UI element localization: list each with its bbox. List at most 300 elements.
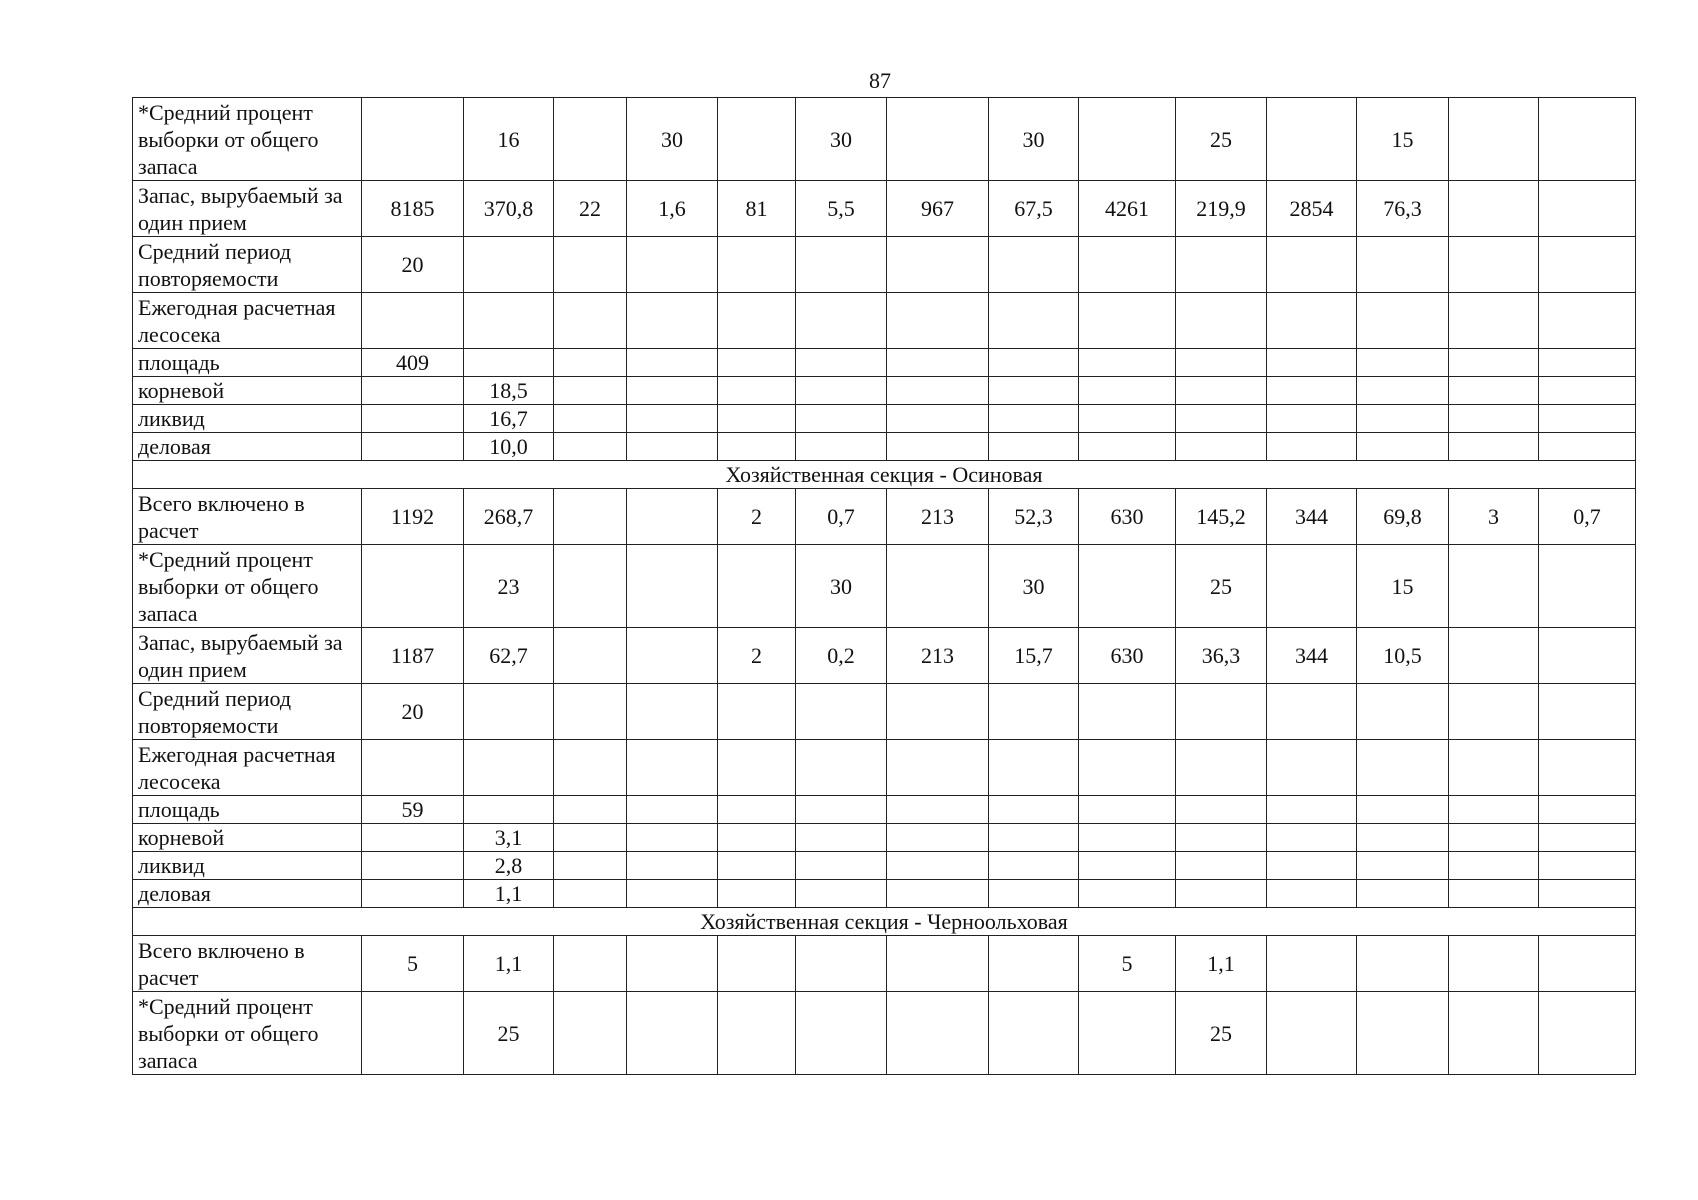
row-label: Ежегодная расчетная лесосека [133,740,362,796]
table-cell: 1,6 [627,181,718,237]
table-cell [1267,740,1357,796]
table-cell [887,936,989,992]
table-cell [989,405,1079,433]
table-cell [1539,237,1636,293]
table-cell [1079,824,1176,852]
table-cell [1449,628,1539,684]
table-cell [887,880,989,908]
table-cell [796,936,887,992]
table-cell: 16 [464,98,554,181]
table-cell [718,796,796,824]
table-cell: 344 [1267,489,1357,545]
table-cell: 3 [1449,489,1539,545]
table-cell [1176,237,1267,293]
table-row [133,684,1636,740]
table-cell [718,824,796,852]
table-cell [1449,684,1539,740]
table-cell [887,796,989,824]
table-cell [989,237,1079,293]
table-cell [1539,293,1636,349]
table-cell [1449,293,1539,349]
table-cell: 18,5 [464,377,554,405]
table-cell [362,880,464,908]
table-cell [1357,880,1449,908]
table-cell [887,377,989,405]
table-cell [1357,293,1449,349]
table-cell [1079,98,1176,181]
table-cell [627,293,718,349]
table-cell [554,852,627,880]
table-cell [796,796,887,824]
table-cell [1539,405,1636,433]
table-cell: 76,3 [1357,181,1449,237]
row-label: *Средний процент выборки от общего запаса [133,992,362,1075]
table-cell [1176,852,1267,880]
table-cell [554,740,627,796]
table-cell: 15,7 [989,628,1079,684]
row-label: *Средний процент выборки от общего запаса [133,545,362,628]
table-cell [989,880,1079,908]
table-cell: 10,5 [1357,628,1449,684]
table-cell: 30 [796,98,887,181]
table-cell [1449,796,1539,824]
table-cell: 8185 [362,181,464,237]
table-cell [464,684,554,740]
table-cell: 23 [464,545,554,628]
table-cell: 16,7 [464,405,554,433]
table-row [133,377,1636,405]
table-cell [796,405,887,433]
table-cell [464,740,554,796]
table-cell [464,237,554,293]
table-cell [627,545,718,628]
table-cell [1176,349,1267,377]
table-cell [627,740,718,796]
row-label: Всего включено в расчет [133,489,362,545]
table-cell [887,293,989,349]
table-cell [887,98,989,181]
table-cell [718,98,796,181]
table-cell: 67,5 [989,181,1079,237]
table-cell: 219,9 [1176,181,1267,237]
table-cell [1079,684,1176,740]
table-cell [1357,237,1449,293]
table-cell [718,405,796,433]
table-cell [1079,796,1176,824]
table-cell [362,824,464,852]
row-label: деловая [133,880,362,908]
table-cell [554,545,627,628]
table-cell [1267,293,1357,349]
table-row [133,237,1636,293]
table-cell [989,824,1079,852]
table-cell [362,545,464,628]
table-row [133,852,1636,880]
table-row [133,293,1636,349]
table-cell [1449,852,1539,880]
table-cell [1176,796,1267,824]
table-cell [718,377,796,405]
table-row [133,628,1636,684]
table-cell [887,740,989,796]
table-cell [627,852,718,880]
section-header-row [133,908,1636,936]
table-cell [1357,824,1449,852]
table-cell [1539,181,1636,237]
table-cell [1176,824,1267,852]
table-cell [1539,852,1636,880]
table-cell [1539,880,1636,908]
table-cell [464,293,554,349]
table-cell [554,796,627,824]
table-cell [554,880,627,908]
table-cell [362,740,464,796]
table-cell [554,349,627,377]
table-row [133,181,1636,237]
table-cell [554,824,627,852]
table-cell [362,293,464,349]
table-cell: 5 [1079,936,1176,992]
table-cell: 69,8 [1357,489,1449,545]
table-cell [627,796,718,824]
table-cell [887,433,989,461]
table-cell [887,349,989,377]
table-cell: 0,2 [796,628,887,684]
table-cell [989,992,1079,1075]
table-cell [1539,796,1636,824]
table-cell [464,796,554,824]
table-cell [989,377,1079,405]
table-cell [1267,349,1357,377]
table-cell [554,433,627,461]
table-cell [1267,992,1357,1075]
table-cell: 2,8 [464,852,554,880]
table-cell [887,992,989,1075]
table-cell: 25 [1176,992,1267,1075]
table-row [133,433,1636,461]
table-cell [1357,349,1449,377]
row-label: площадь [133,349,362,377]
row-label: Всего включено в расчет [133,936,362,992]
table-cell [1267,98,1357,181]
table-row [133,936,1636,992]
table-cell [796,293,887,349]
table-cell: 3,1 [464,824,554,852]
table-cell: 5 [362,936,464,992]
table-cell [989,293,1079,349]
table-cell [718,852,796,880]
table-cell [1267,684,1357,740]
table-cell [1357,377,1449,405]
table-cell [718,740,796,796]
table-cell [1449,181,1539,237]
table-row [133,405,1636,433]
table-cell [796,992,887,1075]
table-cell [1079,545,1176,628]
table-cell: 1192 [362,489,464,545]
table-cell [554,377,627,405]
table-cell [627,237,718,293]
table-cell: 344 [1267,628,1357,684]
table-cell: 52,3 [989,489,1079,545]
table-cell [718,433,796,461]
table-cell [718,684,796,740]
table-cell: 0,7 [796,489,887,545]
table-row [133,349,1636,377]
table-row [133,796,1636,824]
table-cell [989,852,1079,880]
table-cell: 967 [887,181,989,237]
table-cell [1449,936,1539,992]
table-cell [627,880,718,908]
table-cell [718,880,796,908]
table-cell [627,349,718,377]
table-cell [796,740,887,796]
table-cell: 213 [887,628,989,684]
row-label: Ежегодная расчетная лесосека [133,293,362,349]
table-row [133,740,1636,796]
table-cell: 10,0 [464,433,554,461]
table-cell [627,824,718,852]
table-cell [718,293,796,349]
table-cell [1176,433,1267,461]
table-cell [627,936,718,992]
table-cell: 30 [627,98,718,181]
table-cell [464,349,554,377]
table-cell [1357,852,1449,880]
table-cell [796,824,887,852]
table-cell: 30 [989,98,1079,181]
table-cell [1079,405,1176,433]
table-cell [1267,880,1357,908]
row-label: площадь [133,796,362,824]
row-label: корневой [133,824,362,852]
table-cell [1267,545,1357,628]
table-cell [1176,405,1267,433]
table-cell [1539,992,1636,1075]
table-cell: 30 [796,545,887,628]
data-table [132,97,1636,1075]
table-cell [1079,433,1176,461]
table-cell [1079,740,1176,796]
table-cell [718,349,796,377]
table-cell: 15 [1357,545,1449,628]
table-cell [362,852,464,880]
table-cell [796,852,887,880]
table-cell [1539,545,1636,628]
table-cell [1357,936,1449,992]
table-cell [1267,824,1357,852]
section-title: Хозяйственная секция - Осиновая [133,461,1636,489]
table-cell: 630 [1079,628,1176,684]
row-label: Средний период повторяемости [133,237,362,293]
table-cell [796,433,887,461]
table-cell: 1,1 [1176,936,1267,992]
table-cell [718,237,796,293]
table-row [133,880,1636,908]
table-cell: 62,7 [464,628,554,684]
table-cell: 4261 [1079,181,1176,237]
table-cell: 30 [989,545,1079,628]
table-cell [1267,405,1357,433]
table-cell: 409 [362,349,464,377]
table-cell [627,489,718,545]
table-cell [989,349,1079,377]
table-cell [627,684,718,740]
page-number: 87 [869,68,891,93]
table-cell [887,684,989,740]
table-cell: 2 [718,489,796,545]
table-row [133,489,1636,545]
table-cell [796,349,887,377]
table-cell [1449,349,1539,377]
table-cell [1079,237,1176,293]
table-cell: 25 [1176,98,1267,181]
table-cell [1267,852,1357,880]
table-cell [554,489,627,545]
table-cell [1079,880,1176,908]
row-label: деловая [133,433,362,461]
table-cell [1357,405,1449,433]
table-cell [718,545,796,628]
table-cell [1176,880,1267,908]
table-cell [1449,545,1539,628]
table-cell [718,936,796,992]
section-header-row [133,461,1636,489]
table-cell [1539,740,1636,796]
table-cell: 25 [464,992,554,1075]
table-cell [554,237,627,293]
table-cell [362,405,464,433]
table-cell [989,796,1079,824]
table-cell: 1,1 [464,936,554,992]
table-cell [1267,237,1357,293]
section-title: Хозяйственная секция - Черноольховая [133,908,1636,936]
table-cell [887,237,989,293]
table-cell: 22 [554,181,627,237]
table-row [133,824,1636,852]
table-cell [627,405,718,433]
table-cell: 59 [362,796,464,824]
table-cell [1357,992,1449,1075]
table-cell [718,992,796,1075]
table-cell [1079,377,1176,405]
table-cell [887,545,989,628]
table-cell: 81 [718,181,796,237]
table-row [133,545,1636,628]
table-cell [887,824,989,852]
table-cell [554,936,627,992]
table-cell [796,377,887,405]
table-cell [362,992,464,1075]
row-label: Средний период повторяемости [133,684,362,740]
table-cell: 145,2 [1176,489,1267,545]
table-cell [1357,796,1449,824]
table-cell [1176,740,1267,796]
row-label: ликвид [133,852,362,880]
table-cell [554,98,627,181]
table-cell: 268,7 [464,489,554,545]
table-cell [1449,405,1539,433]
table-cell [554,992,627,1075]
table-cell [1079,852,1176,880]
row-label: корневой [133,377,362,405]
table-cell [1176,377,1267,405]
table-cell [362,433,464,461]
table-cell: 20 [362,684,464,740]
table-cell [1539,433,1636,461]
table-cell [1449,880,1539,908]
table-cell [1449,740,1539,796]
table-cell [627,377,718,405]
table-cell: 15 [1357,98,1449,181]
table-cell [627,628,718,684]
table-cell [796,880,887,908]
table-cell [1079,349,1176,377]
table-cell [1539,349,1636,377]
table-cell [1267,936,1357,992]
table-cell: 36,3 [1176,628,1267,684]
table-cell [1449,824,1539,852]
table-cell [1176,293,1267,349]
table-cell [627,992,718,1075]
table-cell [1079,992,1176,1075]
table-cell [1449,237,1539,293]
table-cell [1176,684,1267,740]
table-cell [1539,628,1636,684]
table-cell: 25 [1176,545,1267,628]
table-cell [1357,433,1449,461]
table-cell [1449,98,1539,181]
table-cell [887,405,989,433]
table-cell [1449,992,1539,1075]
table-cell [1267,377,1357,405]
table-cell: 370,8 [464,181,554,237]
table-cell: 2 [718,628,796,684]
table-cell: 1187 [362,628,464,684]
table-cell [554,628,627,684]
row-label: ликвид [133,405,362,433]
table-cell [796,237,887,293]
table-cell [554,684,627,740]
table-cell: 1,1 [464,880,554,908]
table-row [133,98,1636,181]
table-cell: 20 [362,237,464,293]
table-cell [989,936,1079,992]
table-cell [989,684,1079,740]
table-row [133,992,1636,1075]
table-cell [1539,377,1636,405]
table-cell: 5,5 [796,181,887,237]
table-cell: 0,7 [1539,489,1636,545]
table-cell [1357,740,1449,796]
row-label: Запас, вырубаемый за один прием [133,181,362,237]
table-cell [1449,433,1539,461]
table-cell: 213 [887,489,989,545]
table-cell [796,684,887,740]
table-cell [1539,98,1636,181]
row-label: *Средний процент выборки от общего запаса [133,98,362,181]
table-cell: 2854 [1267,181,1357,237]
table-cell [989,740,1079,796]
table-cell: 630 [1079,489,1176,545]
table-cell [1449,377,1539,405]
table-cell [887,852,989,880]
table-cell [1267,433,1357,461]
table-cell [554,405,627,433]
table-cell [1079,293,1176,349]
table-cell [1539,824,1636,852]
